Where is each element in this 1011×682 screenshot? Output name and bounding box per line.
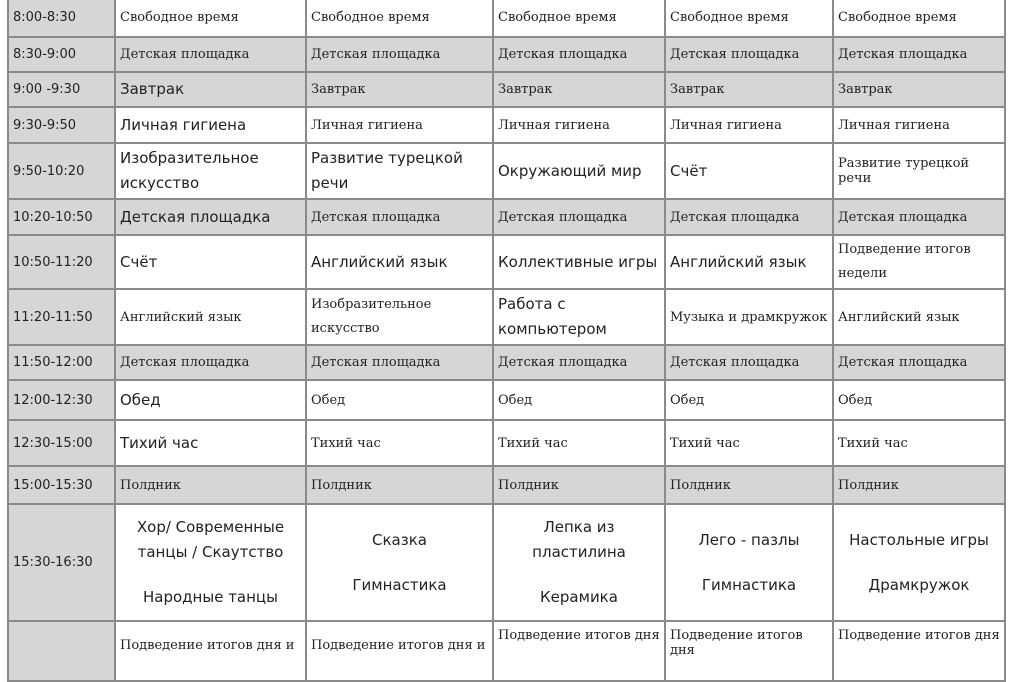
activity-cell: Свободное время <box>493 0 665 37</box>
activity-primary: Лего - пазлы <box>698 530 800 549</box>
activity-cell: Личная гигиена <box>665 107 833 143</box>
activity-primary: Сказка <box>372 530 427 549</box>
activity-cell: Свободное время <box>115 0 306 37</box>
activity-cell: Детская площадка <box>493 199 665 235</box>
activity-cell: Обед <box>306 380 493 420</box>
activity-cell: Подведение итогов недели <box>833 235 1005 289</box>
activity-cell: Детская площадка <box>493 345 665 380</box>
table-row <box>8 466 1005 504</box>
activity-cell: Полдник <box>115 466 306 504</box>
activity-cell: Подведение итогов дня <box>833 621 1005 681</box>
activity-cell: Завтрак <box>833 72 1005 107</box>
table-row <box>8 107 1005 143</box>
activity-cell: Тихий час <box>833 420 1005 466</box>
activity-cell: Детская площадка <box>833 345 1005 380</box>
activity-cell: Английский язык <box>306 235 493 289</box>
activity-cell: Свободное время <box>833 0 1005 37</box>
activity-cell: Тихий час <box>665 420 833 466</box>
activity-cell: Обед <box>665 380 833 420</box>
activity-cell: Детская площадка <box>306 37 493 72</box>
activity-cell: Завтрак <box>665 72 833 107</box>
activity-cell: Детская площадка <box>115 37 306 72</box>
activity-cell <box>493 504 665 621</box>
activity-secondary: Драмкружок <box>868 575 970 594</box>
time-cell: 10:50-11:20 <box>8 235 115 289</box>
time-cell: 8:30-9:00 <box>8 37 115 72</box>
activity-cell: Обед <box>833 380 1005 420</box>
time-cell: 12:00-12:30 <box>8 380 115 420</box>
time-cell: 12:30-15:00 <box>8 420 115 466</box>
activity-cell: Детская площадка <box>115 199 306 235</box>
activity-cell: Детская площадка <box>833 199 1005 235</box>
activity-cell: Свободное время <box>306 0 493 37</box>
activity-cell: Завтрак <box>115 72 306 107</box>
spacer <box>311 553 488 573</box>
activity-cell <box>665 504 833 621</box>
table-row <box>8 289 1005 345</box>
spacer <box>120 565 301 585</box>
activity-cell: Полдник <box>833 466 1005 504</box>
activity-cell: Личная гигиена <box>115 107 306 143</box>
table-row <box>8 199 1005 235</box>
spacer <box>498 565 660 585</box>
activity-cell: Подведение итогов дня <box>665 621 833 681</box>
table-row <box>8 380 1005 420</box>
activity-cell: Личная гигиена <box>833 107 1005 143</box>
activity-cell: Работа с компьютером <box>493 289 665 345</box>
activity-secondary: Керамика <box>540 588 618 606</box>
activity-cell: Обед <box>493 380 665 420</box>
activity-cell: Счёт <box>115 235 306 289</box>
spacer <box>838 553 1000 573</box>
activity-cell: Личная гигиена <box>493 107 665 143</box>
table-row <box>8 235 1005 289</box>
activity-cell: Детская площадка <box>833 37 1005 72</box>
activity-cell: Свободное время <box>665 0 833 37</box>
activity-cell: Полдник <box>665 466 833 504</box>
activity-cell: Тихий час <box>493 420 665 466</box>
activity-cell: Счёт <box>665 143 833 199</box>
activity-cell: Изобразительное искусство <box>306 289 493 345</box>
activity-cell: Детская площадка <box>665 199 833 235</box>
activity-cell: Изобразительное искусство <box>115 143 306 199</box>
time-cell: 8:00-8:30 <box>8 0 115 37</box>
activity-cell <box>306 504 493 621</box>
table-row <box>8 345 1005 380</box>
table-row <box>8 143 1005 199</box>
time-cell: 15:00-15:30 <box>8 466 115 504</box>
activity-primary: Лепка из пластилина <box>532 518 626 561</box>
time-cell: 15:30-16:30 <box>8 504 115 621</box>
activity-cell: Полдник <box>493 466 665 504</box>
time-cell: 9:00 -9:30 <box>8 72 115 107</box>
activity-cell: Подведение итогов дня <box>493 621 665 681</box>
time-cell: 10:20-10:50 <box>8 199 115 235</box>
activity-cell: Детская площадка <box>665 37 833 72</box>
activity-cell: Развитие турецкой речи <box>306 143 493 199</box>
table-row <box>8 621 1005 681</box>
time-cell: 11:50-12:00 <box>8 345 115 380</box>
activity-primary: Хор/ Современные танцы / Скаутство <box>136 518 285 561</box>
time-cell <box>8 621 115 681</box>
time-cell: 11:20-11:50 <box>8 289 115 345</box>
schedule-table <box>7 0 1006 682</box>
activity-cell: Английский язык <box>833 289 1005 345</box>
activity-primary: Настольные игры <box>849 530 989 549</box>
table-row <box>8 0 1005 37</box>
activity-cell: Подведение итогов дня и <box>115 621 306 681</box>
activity-cell: Детская площадка <box>306 345 493 380</box>
time-cell: 9:30-9:50 <box>8 107 115 143</box>
activity-cell: Тихий час <box>115 420 306 466</box>
activity-cell: Музыка и драмкружок <box>665 289 833 345</box>
activity-cell: Тихий час <box>306 420 493 466</box>
table-row <box>8 72 1005 107</box>
activity-cell: Коллективные игры <box>493 235 665 289</box>
activity-cell: Детская площадка <box>115 345 306 380</box>
table-row <box>8 420 1005 466</box>
activity-cell: Английский язык <box>115 289 306 345</box>
table-row <box>8 504 1005 621</box>
activity-cell: Детская площадка <box>493 37 665 72</box>
activity-cell: Обед <box>115 380 306 420</box>
activity-cell: Английский язык <box>665 235 833 289</box>
activity-cell: Детская площадка <box>306 199 493 235</box>
activity-cell <box>115 504 306 621</box>
activity-cell: Подведение итогов дня и <box>306 621 493 681</box>
table-row <box>8 37 1005 72</box>
activity-cell: Завтрак <box>493 72 665 107</box>
activity-cell: Полдник <box>306 466 493 504</box>
activity-cell: Личная гигиена <box>306 107 493 143</box>
activity-secondary: Гимнастика <box>701 575 797 594</box>
activity-cell <box>833 504 1005 621</box>
activity-cell: Детская площадка <box>665 345 833 380</box>
activity-cell: Завтрак <box>306 72 493 107</box>
activity-cell: Окружающий мир <box>493 143 665 199</box>
activity-cell: Развитие турецкой речи <box>833 143 1005 199</box>
time-cell: 9:50-10:20 <box>8 143 115 199</box>
activity-secondary: Гимнастика <box>352 575 447 594</box>
spacer <box>670 553 828 573</box>
activity-secondary: Народные танцы <box>143 588 278 606</box>
